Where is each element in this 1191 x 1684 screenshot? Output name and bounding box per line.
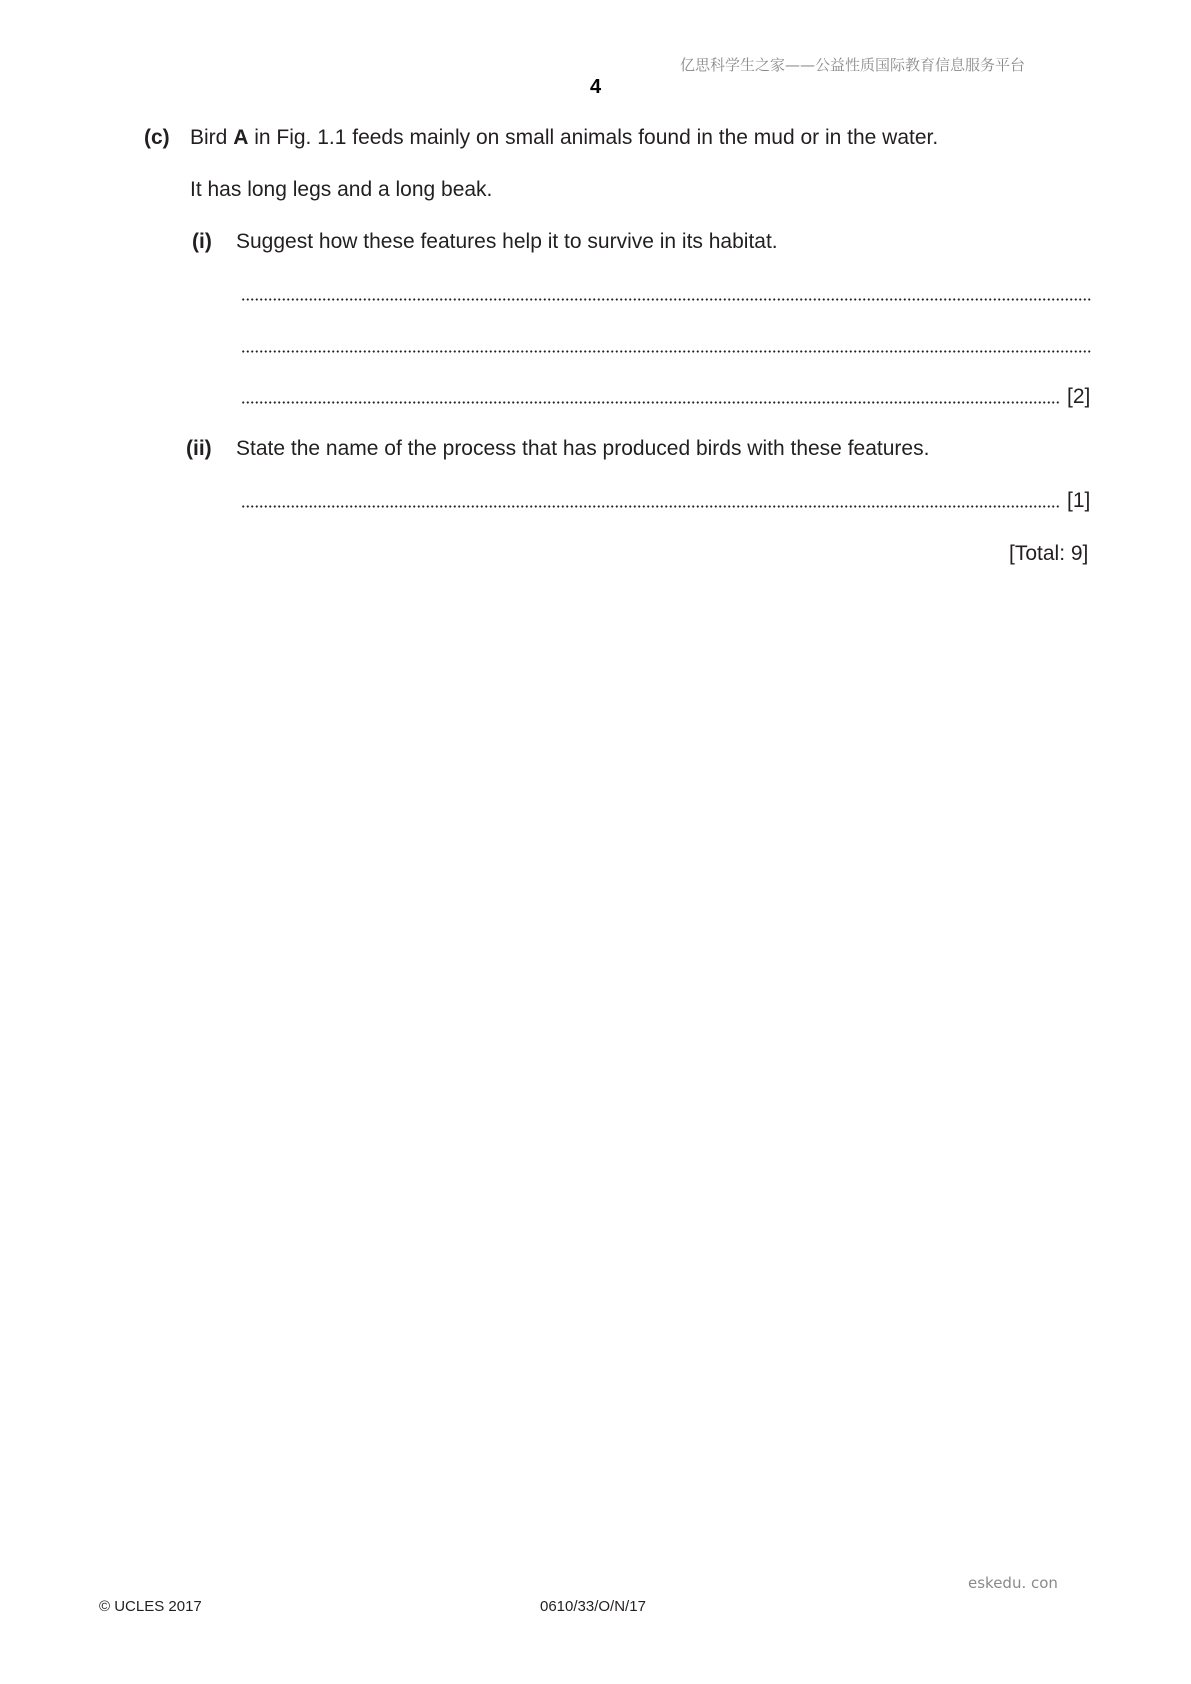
marks-indicator: [1] bbox=[1067, 489, 1091, 512]
stem-bird-label: A bbox=[233, 126, 249, 149]
question-label: (c) bbox=[144, 126, 170, 149]
part-ii-label: (ii) bbox=[186, 437, 212, 460]
answer-line[interactable] bbox=[241, 350, 1092, 353]
part-ii-text: State the name of the process that has produced birds with these features. bbox=[236, 437, 930, 460]
stem-text-2: in Fig. 1.1 feeds mainly on small animals found in the mud or in the water. bbox=[248, 126, 939, 149]
marks-indicator: [2] bbox=[1067, 385, 1091, 408]
page-number: 4 bbox=[590, 76, 602, 98]
answer-line[interactable] bbox=[241, 298, 1092, 301]
footer-paper-code: 0610/33/O/N/17 bbox=[540, 1598, 646, 1615]
footer-site-watermark: eskedu. con bbox=[968, 1574, 1058, 1592]
answer-line[interactable] bbox=[241, 401, 1059, 404]
part-i-text: Suggest how these features help it to survive in its habitat. bbox=[236, 230, 778, 253]
header-watermark: 亿思科学生之家——公益性质国际教育信息服务平台 bbox=[680, 56, 1026, 74]
stem-text-1: Bird bbox=[190, 126, 234, 149]
footer-copyright: © UCLES 2017 bbox=[99, 1598, 202, 1615]
question-stem bbox=[190, 126, 938, 150]
question-context: It has long legs and a long beak. bbox=[190, 178, 493, 201]
answer-line[interactable] bbox=[241, 505, 1059, 508]
total-marks: [Total: 9] bbox=[1009, 542, 1089, 565]
part-i-label: (i) bbox=[192, 230, 212, 253]
